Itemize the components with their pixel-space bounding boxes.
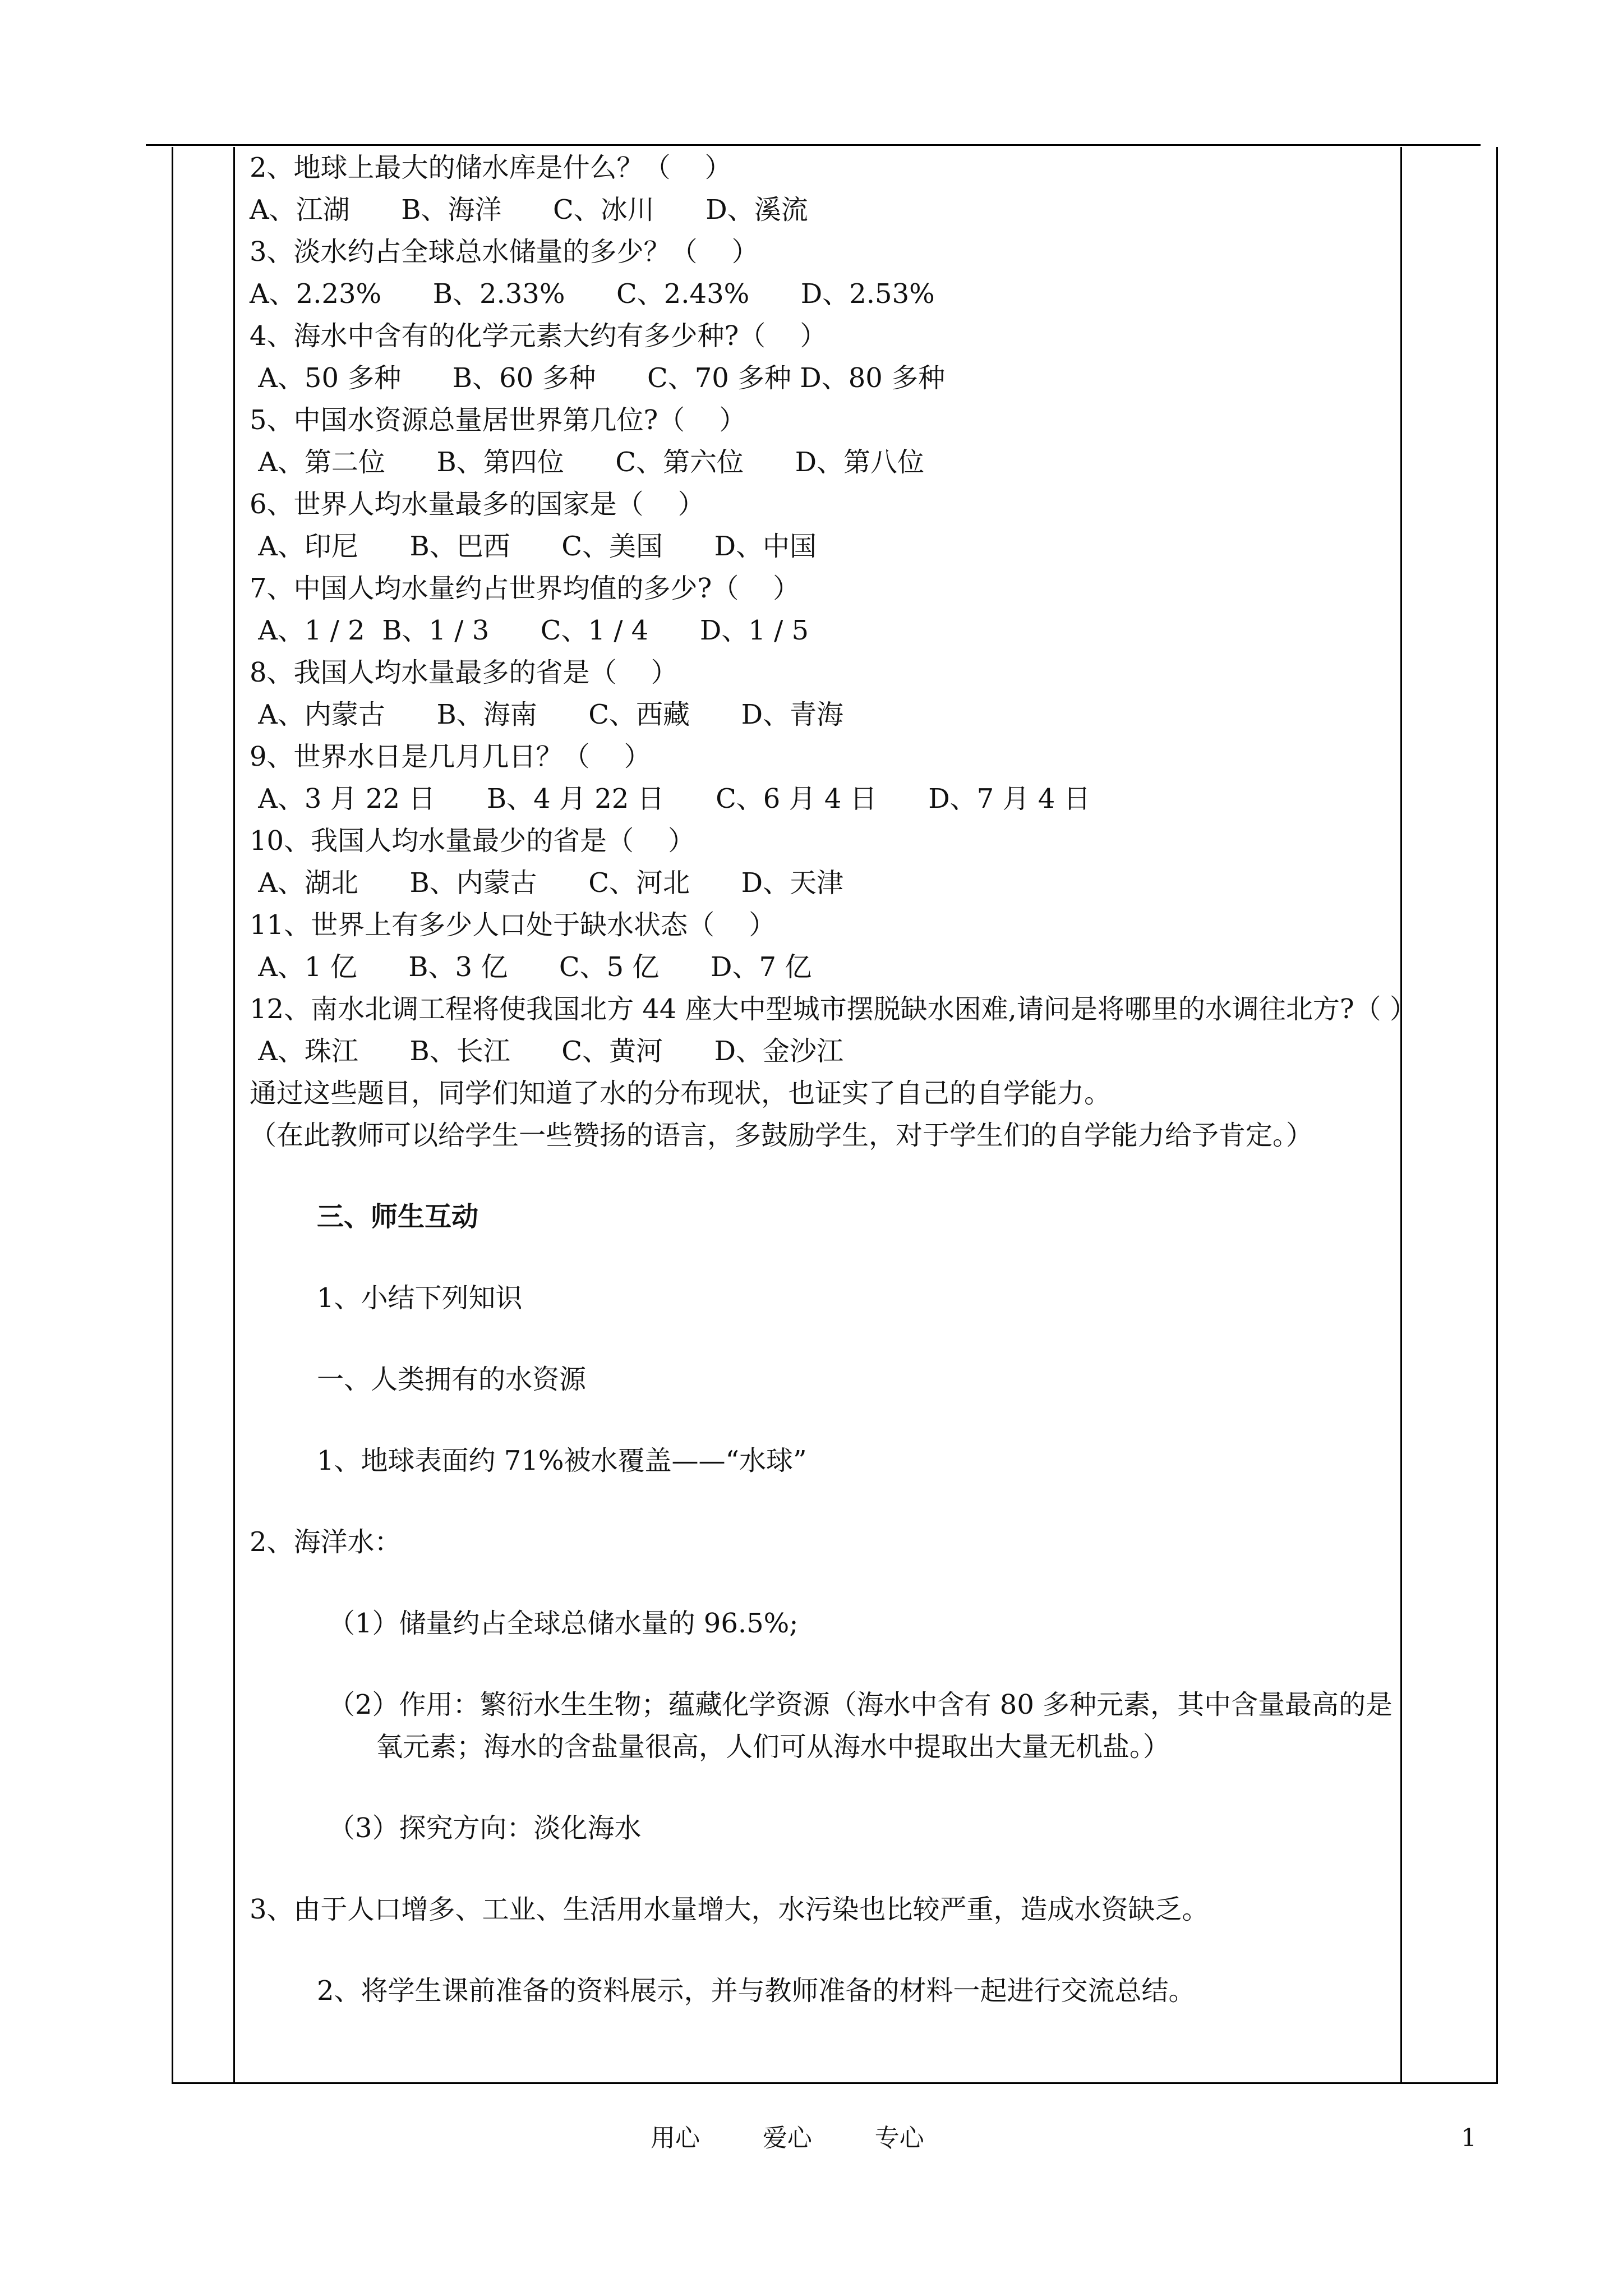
- question-line: 8、我国人均水量最多的省是（ ）: [250, 657, 678, 688]
- question-line: A、江湖 B、海洋 C、冰川 D、溪流: [250, 194, 808, 226]
- page-number: 1: [1461, 2124, 1477, 2152]
- question-line: （在此教师可以给学生一些赞扬的语言，多鼓励学生，对于学生们的自学能力给予肯定。）: [250, 1120, 1313, 1151]
- question-line: A、内蒙古 B、海南 C、西藏 D、青海: [250, 699, 844, 730]
- question-line: 6、世界人均水量最多的国家是（ ）: [250, 489, 705, 520]
- point-2: 2、海洋水：: [250, 1526, 402, 1558]
- question-line: A、1 / 2 B、1 / 3 C、1 / 4 D、1 / 5: [250, 615, 809, 646]
- question-line: 9、世界水日是几月几日？（ ）: [250, 741, 651, 772]
- point-2-1: （1）储量约占全球总储水量的 96.5%;: [328, 1608, 799, 1639]
- question-line: 通过这些题目，同学们知道了水的分布现状，也证实了自己的自学能力。: [250, 1078, 1112, 1109]
- table-bottom-border: [172, 2082, 1498, 2084]
- question-line: A、珠江 B、长江 C、黄河 D、金沙江: [250, 1036, 844, 1067]
- page-footer: [0, 2116, 1623, 2161]
- point-2-3: （3）探究方向：淡化海水: [328, 1812, 642, 1844]
- question-line: A、湖北 B、内蒙古 C、河北 D、天津: [250, 867, 844, 899]
- header-rule: [146, 144, 1481, 146]
- point-2-2: （2）作用：繁衍水生生物；蕴藏化学资源（海水中含有 80 多种元素，其中含量最高的是氧元素；海水的含盐量很高，人们可从海水中提取出大量无机盐。）: [328, 1689, 1393, 1763]
- question-line: 5、中国水资源总量居世界第几位?（ ）: [250, 404, 746, 436]
- table-left-border: [172, 147, 173, 2083]
- document-body: [250, 147, 1417, 2012]
- point-1: 1、地球表面约 71%被水覆盖——“水球”: [317, 1445, 807, 1476]
- footer-motto: 用心 爱心 专心: [651, 2124, 924, 2152]
- question-line: A、50 多种 B、60 多种 C、70 多种 D、80 多种: [250, 362, 946, 394]
- point-3: 3、由于人口增多、工业、生活用水量增大，水污染也比较严重，造成水资缺乏。: [250, 1894, 1209, 1925]
- part-one-title: 一、人类拥有的水资源: [317, 1364, 587, 1395]
- table-right-border: [1496, 147, 1498, 2083]
- question-line: 12、南水北调工程将使我国北方 44 座大中型城市摆脱缺水困难,请问是将哪里的水调往北方?（ ）: [250, 993, 1417, 1025]
- question-line: A、印尼 B、巴西 C、美国 D、中国: [250, 531, 817, 562]
- question-line: 10、我国人均水量最少的省是（ ）: [250, 825, 695, 857]
- question-line: 7、中国人均水量约占世界均值的多少?（ ）: [250, 573, 800, 604]
- section-heading: 三、师生互动: [317, 1201, 479, 1232]
- summary-title: 1、小结下列知识: [317, 1282, 523, 1314]
- question-line: A、2.23% B、2.33% C、2.43% D、2.53%: [250, 278, 935, 310]
- question-line: 3、淡水约占全球总水储量的多少？（ ）: [250, 236, 759, 268]
- question-list: [250, 147, 1417, 1157]
- question-line: 2、地球上最大的储水库是什么？（ ）: [250, 152, 732, 183]
- question-line: A、第二位 B、第四位 C、第六位 D、第八位: [250, 447, 925, 478]
- activity-2: 2、将学生课前准备的资料展示，并与教师准备的材料一起进行交流总结。: [317, 1975, 1196, 2007]
- question-line: 4、海水中含有的化学元素大约有多少种?（ ）: [250, 320, 827, 352]
- question-line: A、1 亿 B、3 亿 C、5 亿 D、7 亿: [250, 951, 812, 983]
- question-line: 11、世界上有多少人口处于缺水状态（ ）: [250, 909, 776, 941]
- table-inner-left-border: [233, 147, 235, 2083]
- question-line: A、3 月 22 日 B、4 月 22 日 C、6 月 4 日 D、7 月 4 日: [250, 783, 1091, 815]
